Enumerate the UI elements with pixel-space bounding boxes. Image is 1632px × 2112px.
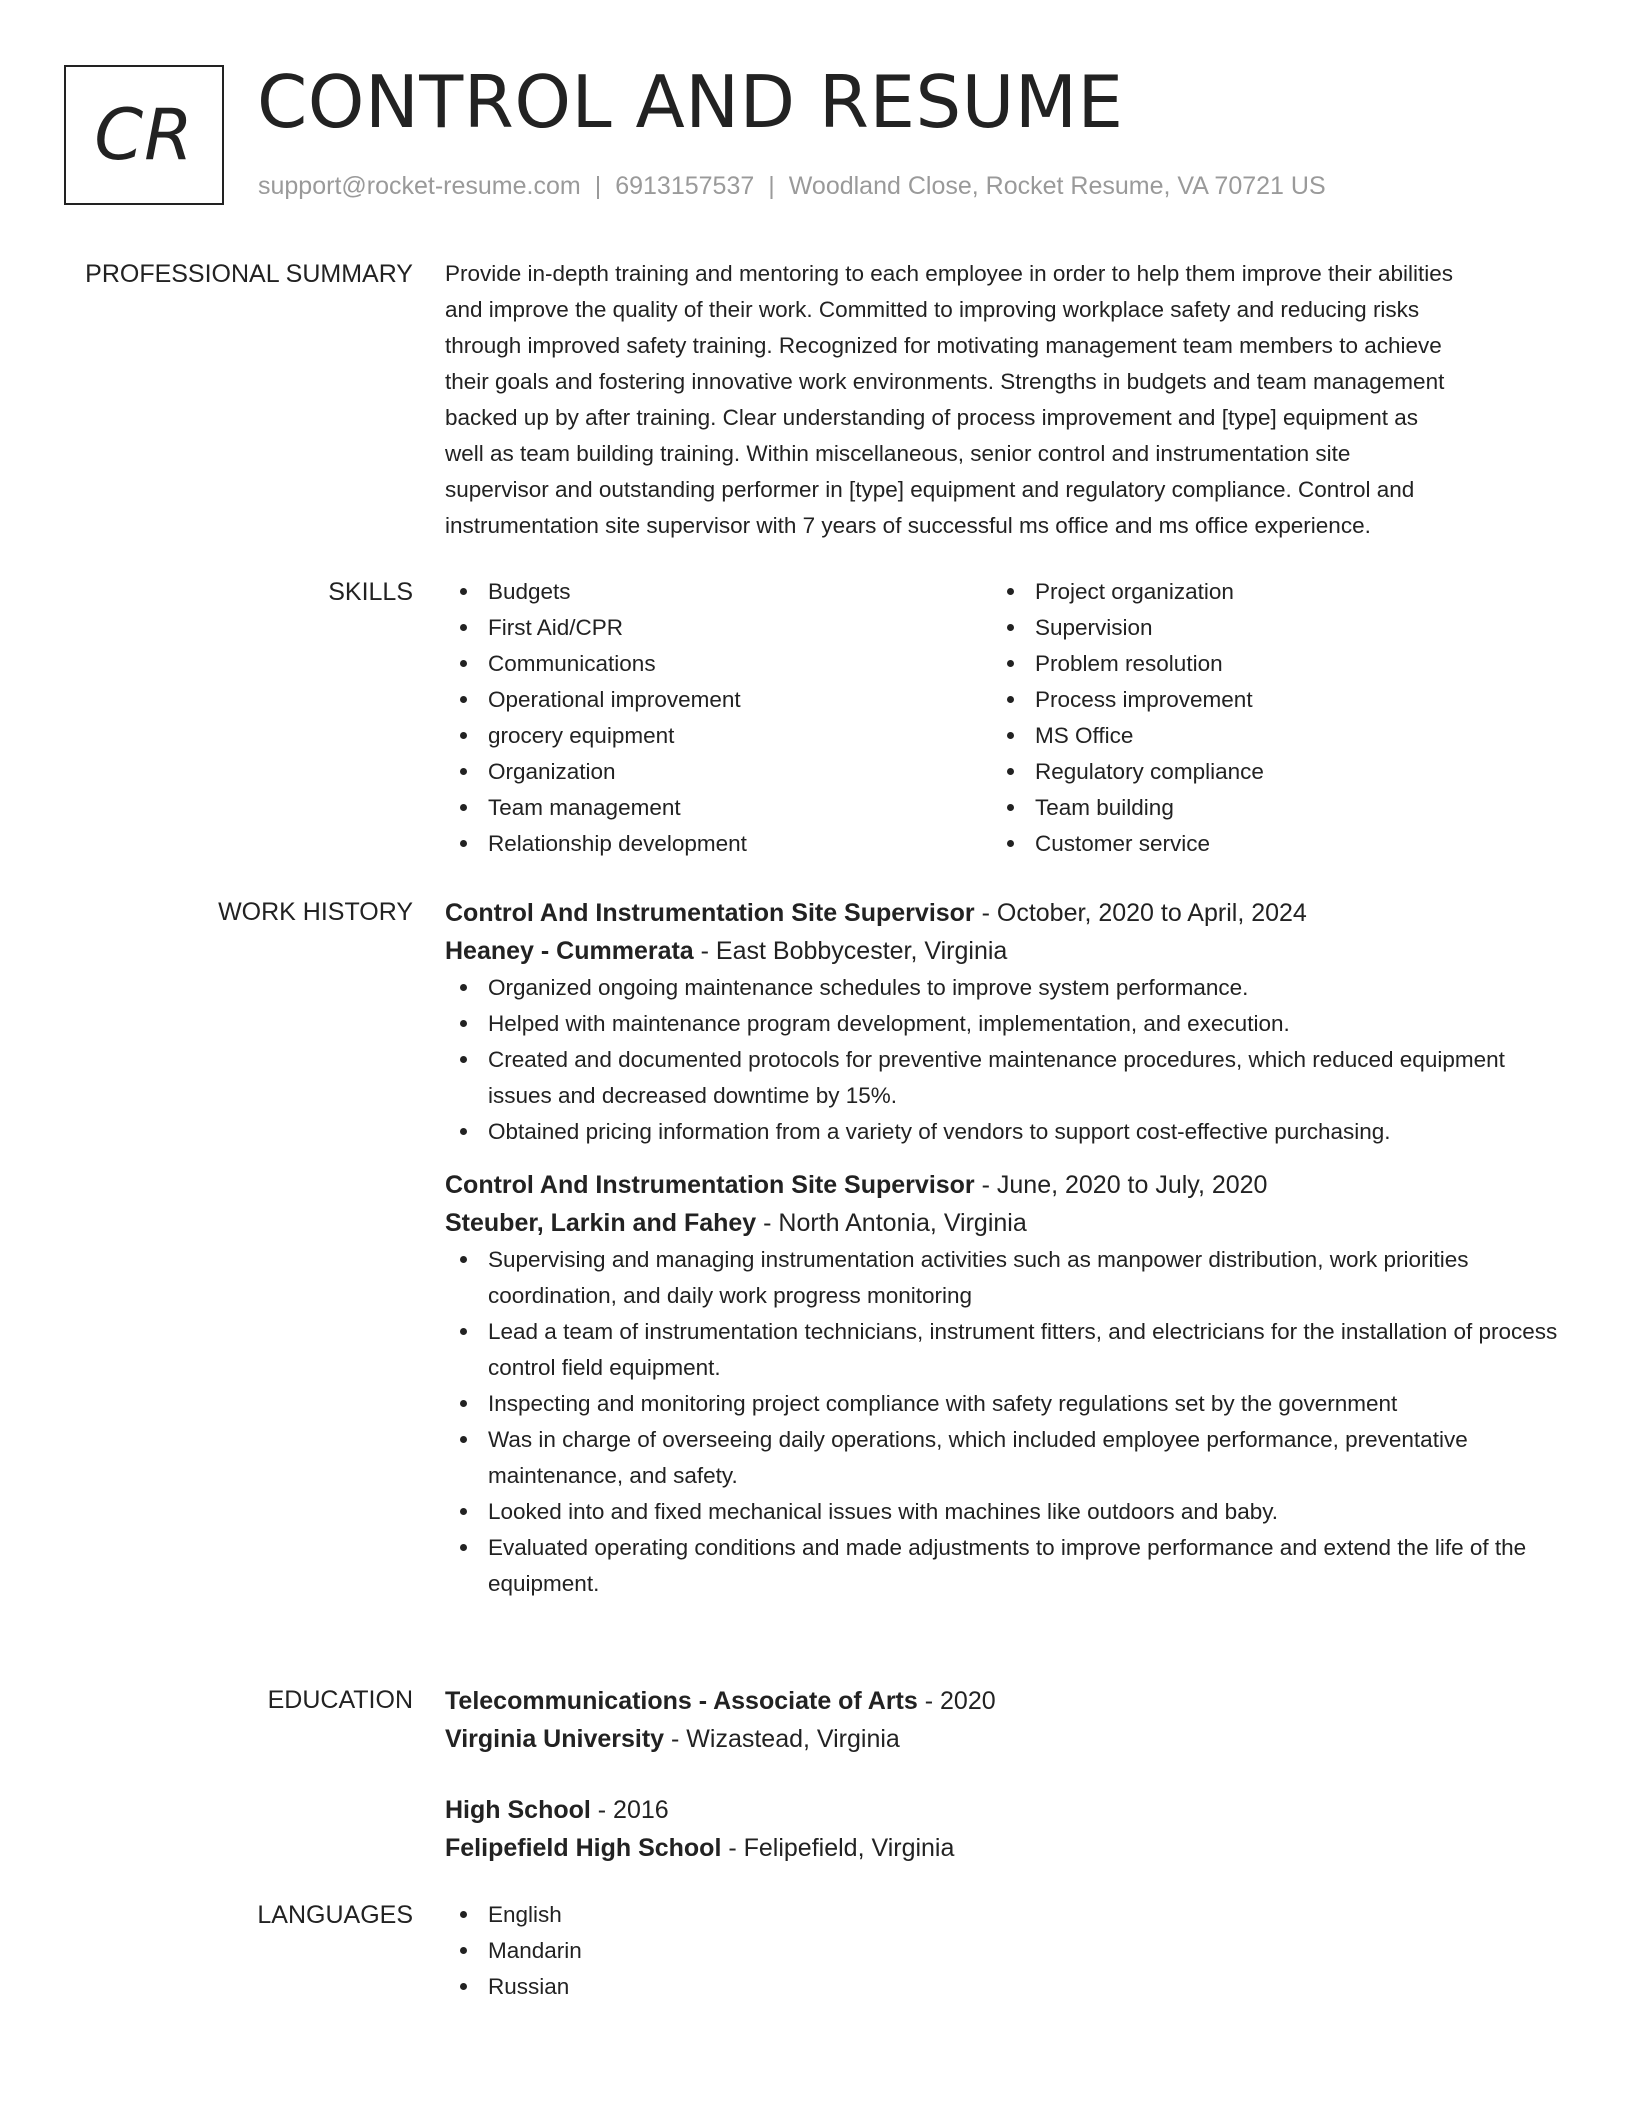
education-location: - Felipefield, Virginia [721,1834,955,1862]
language-item: Mandarin [445,1933,1560,1969]
skill-item: Operational improvement [445,682,992,718]
job-company-line [445,1204,1560,1242]
job-location: - East Bobbycester, Virginia [693,937,1008,965]
education-year: - 2020 [917,1687,996,1715]
skill-item: Supervision [992,610,1539,646]
skill-item: Project organization [992,574,1539,610]
languages-list [445,1897,1560,2005]
education-degree-line [445,1791,1560,1829]
job-bullet: Created and documented protocols for preventive maintenance procedures, which reduced equipment issues and decreased downtime by 15%. [445,1042,1560,1114]
job-bullet: Organized ongoing maintenance schedules to improve system performance. [445,970,1560,1006]
job-bullet: Obtained pricing information from a variety of vendors to support cost-effective purchasing. [445,1114,1560,1150]
skill-item: Relationship development [445,826,992,862]
education-entry [445,1682,1560,1758]
skill-item: Process improvement [992,682,1539,718]
job-bullets [445,1242,1560,1602]
language-item: Russian [445,1969,1560,2005]
job-company: Heaney - Cummerata [445,937,694,965]
skill-item: Budgets [445,574,992,610]
skill-item: Team management [445,790,992,826]
job-heading [445,894,1560,932]
education-degree-line [445,1682,1560,1720]
job-bullet: Supervising and managing instrumentation activities such as manpower distribution, work priorities coordination, and daily work progress monitoring [445,1242,1560,1314]
job-location: - North Antonia, Virginia [756,1209,1027,1237]
resume-name: CONTROL AND RESUME [257,60,1124,144]
job-title: Control And Instrumentation Site Supervisor [445,899,975,927]
education-school-line [445,1720,1560,1758]
skills-body [445,574,1560,862]
job-bullet: Helped with maintenance program development, implementation, and execution. [445,1006,1560,1042]
education-school: Felipefield High School [445,1834,722,1862]
job-dates: - June, 2020 to July, 2020 [974,1171,1268,1199]
job-dates: - October, 2020 to April, 2024 [974,899,1307,927]
job-entry [445,1166,1560,1602]
summary-line: backed up by after training. Clear understanding of process improvement and [type] equipment as [445,405,1419,430]
contact-separator: | [594,172,602,200]
skill-item: Team building [992,790,1539,826]
education-label: EDUCATION [267,1686,413,1714]
job-bullet: Was in charge of overseeing daily operations, which included employee performance, preventative maintenance, and safety. [445,1422,1560,1494]
skill-item: grocery equipment [445,718,992,754]
skill-item: Regulatory compliance [992,754,1539,790]
summary-line: instrumentation site supervisor with 7 years of successful ms office and ms office experience. [445,513,1371,538]
skill-item: Customer service [992,826,1539,862]
summary-line: Provide in-depth training and mentoring to each employee in order to help them improve their abilities [445,261,1454,286]
work-label: WORK HISTORY [218,898,413,926]
summary-line: supervisor and outstanding performer in [type] equipment and regulatory compliance. Control and [445,477,1415,502]
education-school: Virginia University [445,1725,665,1753]
skill-item: Problem resolution [992,646,1539,682]
summary-text [445,256,1560,544]
education-entry [445,1791,1560,1867]
skill-item: First Aid/CPR [445,610,992,646]
education-location: - Wizastead, Virginia [664,1725,900,1753]
education-school-line [445,1829,1560,1867]
education-year: - 2016 [590,1796,669,1824]
job-bullet: Looked into and fixed mechanical issues with machines like outdoors and baby. [445,1494,1560,1530]
skill-item: Organization [445,754,992,790]
education-degree: Telecommunications - Associate of Arts [445,1687,918,1715]
contact-email: support@rocket-resume.com [258,172,581,200]
job-bullet: Lead a team of instrumentation technicians, instrument fitters, and electricians for the installation of process control field equipment. [445,1314,1560,1386]
summary-line: their goals and fostering innovative work environments. Strengths in budgets and team management [445,369,1445,394]
contact-line [258,172,1326,201]
monogram-text: CR [94,94,194,176]
skill-item: MS Office [992,718,1539,754]
job-bullet: Evaluated operating conditions and made adjustments to improve performance and extend the life of the equipment. [445,1530,1560,1602]
work-body [445,894,1560,1602]
job-entry [445,894,1560,1150]
contact-phone: 6913157537 [615,172,755,200]
contact-address: Woodland Close, Rocket Resume, VA 70721 US [788,172,1326,200]
skills-label: SKILLS [328,578,413,606]
job-bullet: Inspecting and monitoring project compliance with safety regulations set by the government [445,1386,1560,1422]
summary-line: well as team building training. Within miscellaneous, senior control and instrumentation site [445,441,1351,466]
languages-label: LANGUAGES [257,1901,413,1929]
summary-label: PROFESSIONAL SUMMARY [85,260,413,288]
skills-list-left [445,574,992,862]
education-body [445,1682,1560,1867]
contact-separator: | [768,172,775,200]
education-degree: High School [445,1796,591,1824]
job-title: Control And Instrumentation Site Supervisor [445,1171,975,1199]
job-bullets [445,970,1560,1150]
job-company: Steuber, Larkin and Fahey [445,1209,757,1237]
summary-body [445,256,1560,544]
languages-body [445,1897,1560,2005]
skill-item: Communications [445,646,992,682]
job-company-line [445,932,1560,970]
job-heading [445,1166,1560,1204]
skills-list-right [992,574,1539,862]
summary-line: through improved safety training. Recognized for motivating management team members to achieve [445,333,1442,358]
monogram-box [64,65,224,205]
summary-line: and improve the quality of their work. Committed to improving workplace safety and reducing risks [445,297,1420,322]
language-item: English [445,1897,1560,1933]
